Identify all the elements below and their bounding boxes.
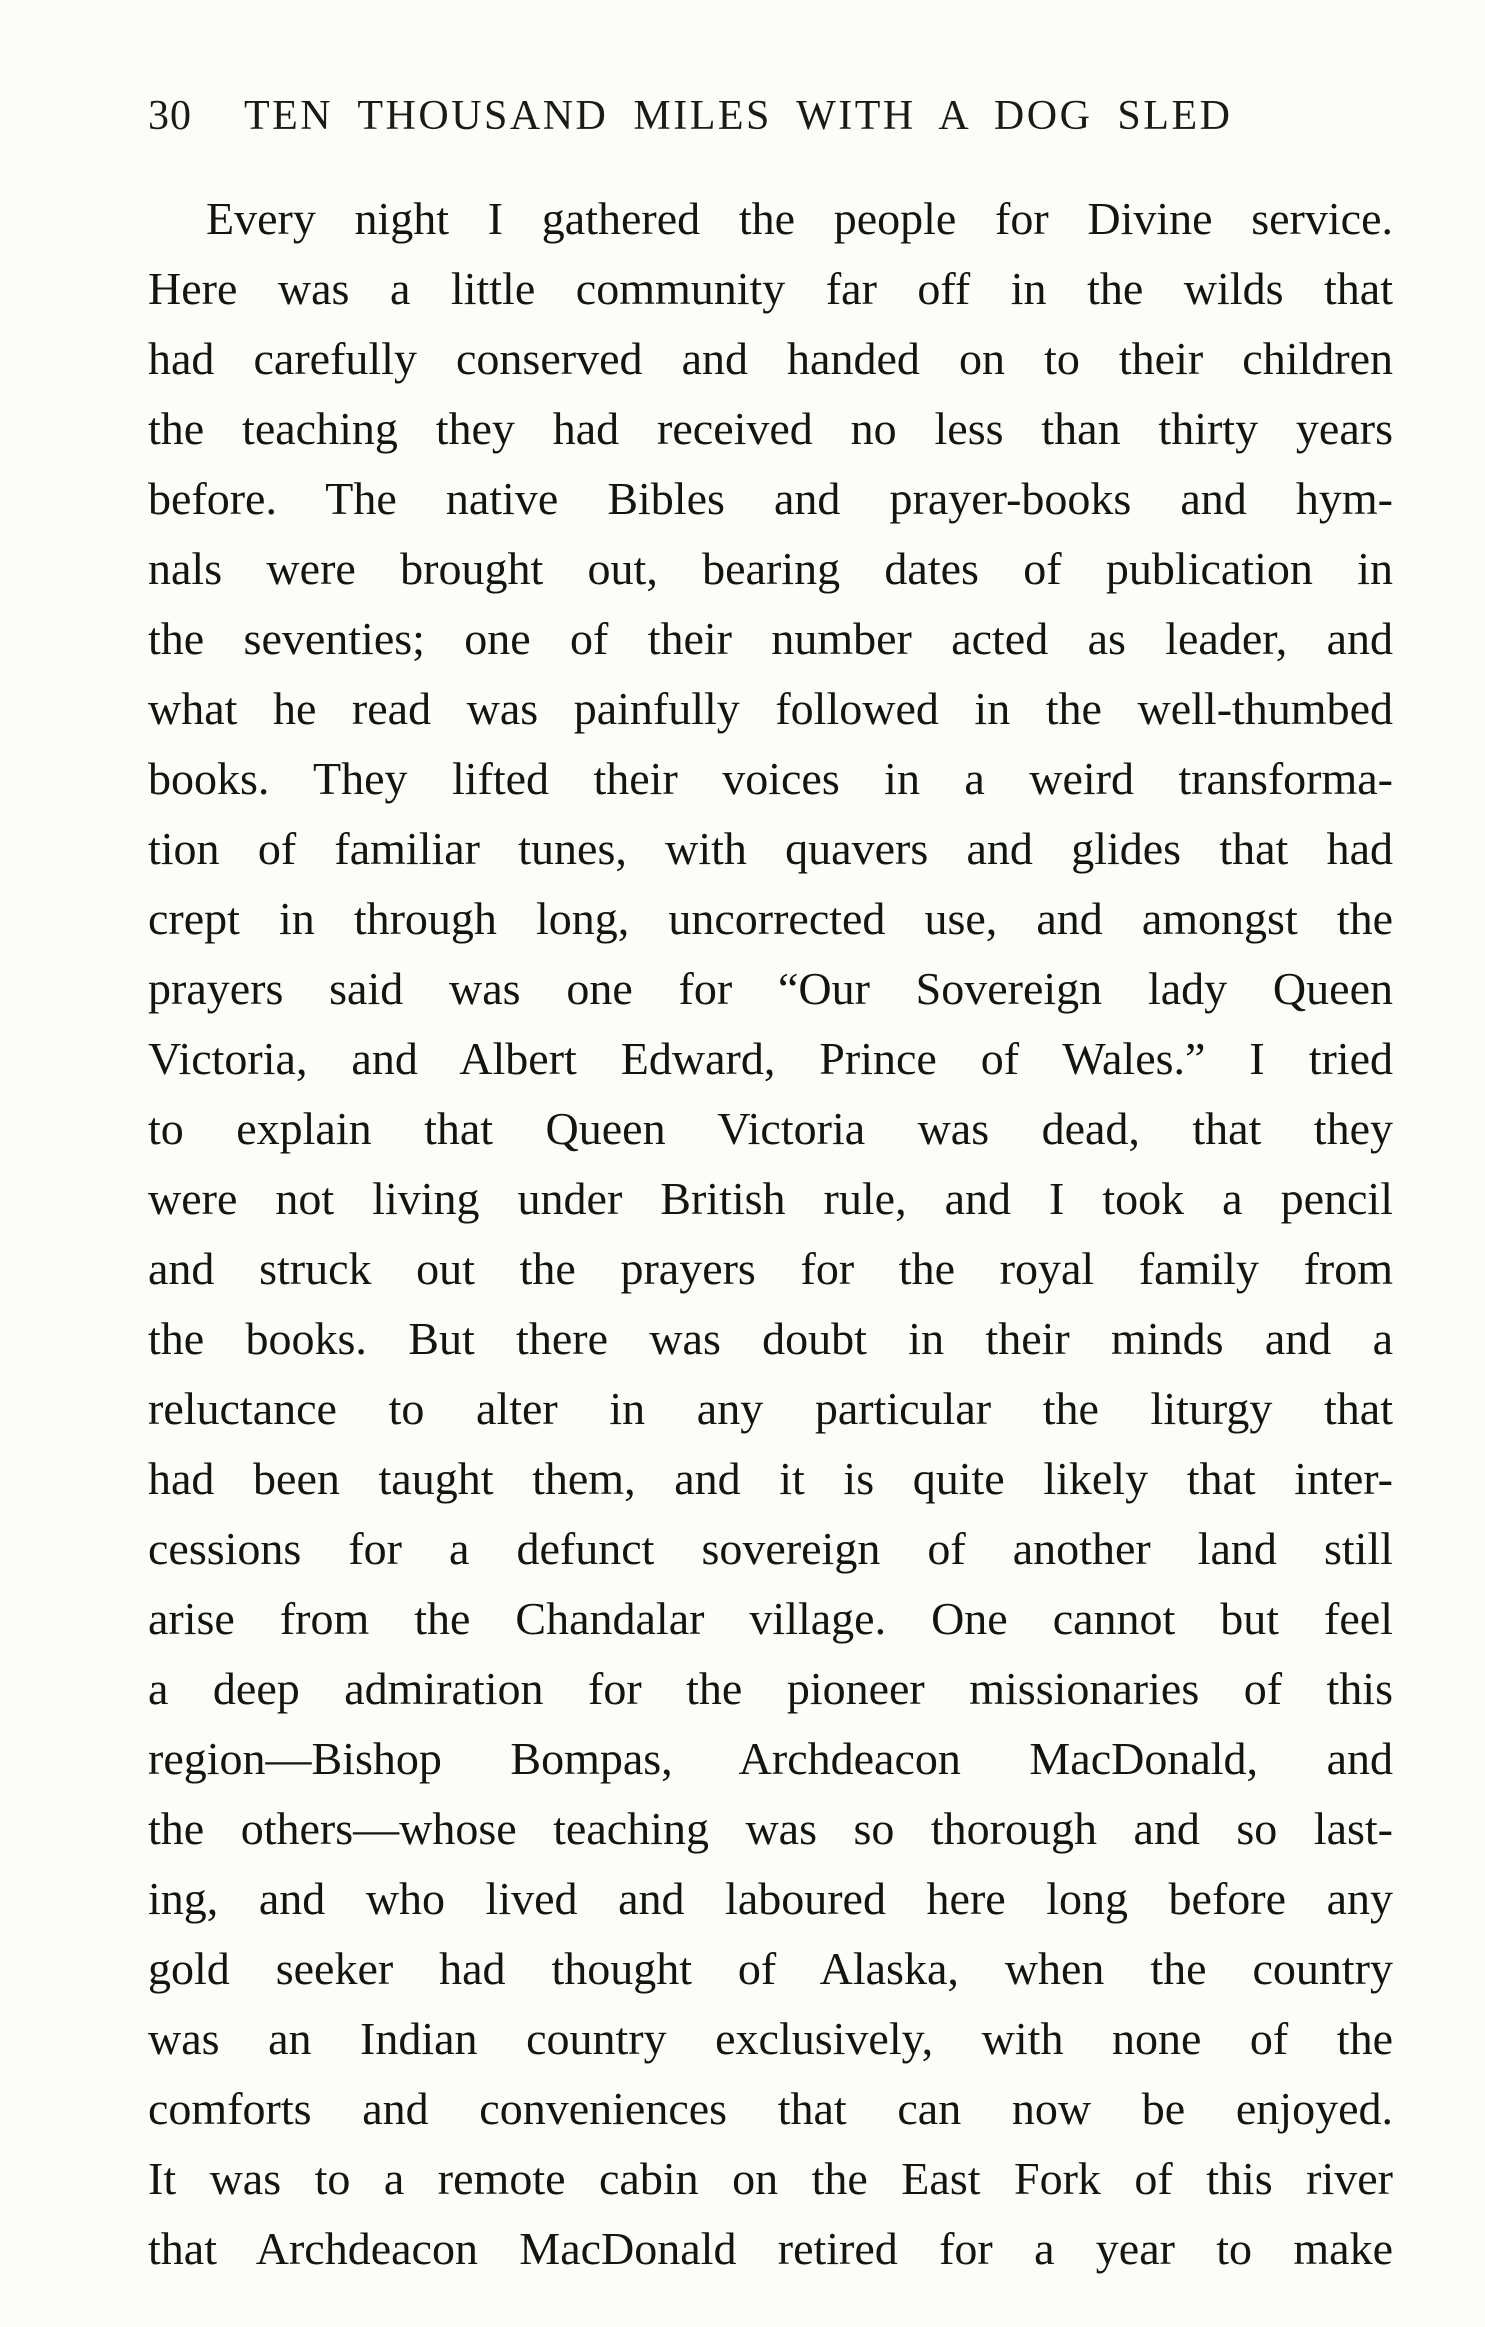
text-line: to explain that Queen Victoria was dead, that they [148, 1103, 1393, 1154]
text-line: region—Bishop Bompas, Archdeacon MacDonald, and [148, 1733, 1393, 1784]
text-line: the seventies; one of their number acted as leader, and [148, 613, 1393, 664]
text-line: had been taught them, and it is quite likely that inter- [148, 1453, 1393, 1504]
text-line: prayers said was one for “Our Sovereign lady Queen [148, 963, 1393, 1014]
text-line: the teaching they had received no less than thirty years [148, 403, 1393, 454]
text-line: reluctance to alter in any particular the liturgy that [148, 1383, 1393, 1434]
text-line: had carefully conserved and handed on to their children [148, 333, 1393, 384]
text-line: crept in through long, uncorrected use, and amongst the [148, 893, 1393, 944]
page-number: 30 [148, 93, 192, 139]
text-line: nals were brought out, bearing dates of publication in [148, 543, 1393, 594]
page-body [148, 184, 1393, 2284]
text-line: comforts and conveniences that can now be enjoyed. [148, 2083, 1393, 2134]
text-line: was an Indian country exclusively, with none of the [148, 2013, 1393, 2064]
text-line: before. The native Bibles and prayer-books and hym- [148, 473, 1393, 524]
text-line: Here was a little community far off in the wilds that [148, 263, 1393, 314]
text-line: books. They lifted their voices in a weird transforma- [148, 753, 1393, 804]
text-line: gold seeker had thought of Alaska, when the country [148, 1943, 1393, 1994]
book-title-header: TEN THOUSAND MILES WITH A DOG SLED [244, 93, 1233, 139]
text-line: arise from the Chandalar village. One cannot but feel [148, 1593, 1393, 1644]
text-line: tion of familiar tunes, with quavers and glides that had [148, 823, 1393, 874]
text-line: the others—whose teaching was so thorough and so last- [148, 1803, 1393, 1854]
text-line: the books. But there was doubt in their minds and a [148, 1313, 1393, 1364]
text-line: Victoria, and Albert Edward, Prince of Wales.” I tried [148, 1033, 1393, 1084]
running-header [148, 92, 1393, 140]
text-line: were not living under British rule, and I took a pencil [148, 1173, 1393, 1224]
text-line: and struck out the prayers for the royal family from [148, 1243, 1393, 1294]
text-line: ing, and who lived and laboured here long before any [148, 1873, 1393, 1924]
text-line: Every night I gathered the people for Divine service. [206, 193, 1393, 244]
text-line: that Archdeacon MacDonald retired for a year to make [148, 2223, 1393, 2274]
text-line: a deep admiration for the pioneer missionaries of this [148, 1663, 1393, 1714]
text-line: what he read was painfully followed in the well-thumbed [148, 683, 1393, 734]
text-line: It was to a remote cabin on the East Fork of this river [148, 2153, 1393, 2204]
text-line: cessions for a defunct sovereign of another land still [148, 1523, 1393, 1574]
